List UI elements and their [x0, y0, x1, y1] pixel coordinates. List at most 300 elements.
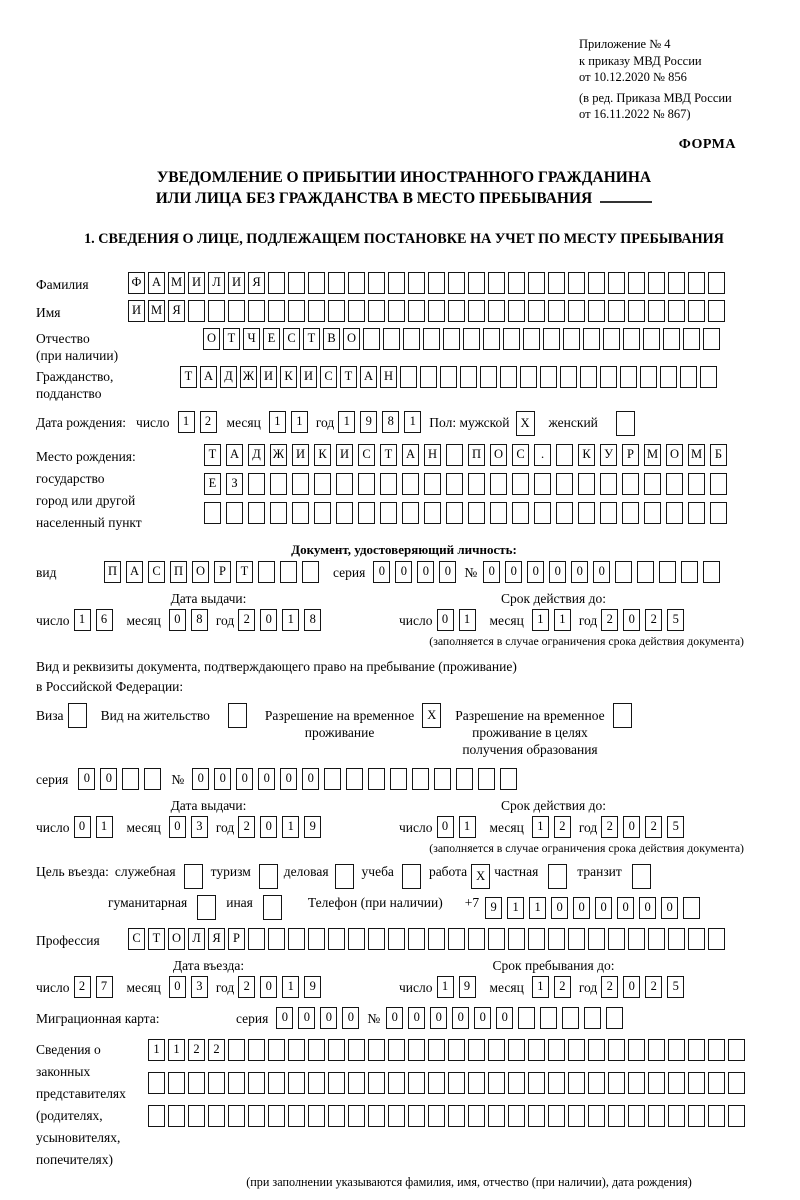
char-cell[interactable]	[248, 928, 265, 950]
char-cell[interactable]: 1	[459, 816, 476, 838]
char-cell[interactable]	[488, 300, 505, 322]
char-cell[interactable]	[380, 502, 397, 524]
char-cell[interactable]: 2	[601, 976, 618, 998]
char-cell[interactable]	[556, 444, 573, 466]
char-cell[interactable]	[328, 300, 345, 322]
char-cell[interactable]: 0	[78, 768, 95, 790]
char-cell[interactable]: 0	[74, 816, 91, 838]
char-cell[interactable]: 2	[645, 816, 662, 838]
char-cell[interactable]	[562, 1007, 579, 1029]
char-cell[interactable]: О	[490, 444, 507, 466]
char-cell[interactable]: Т	[236, 561, 253, 583]
char-cell[interactable]: К	[578, 444, 595, 466]
char-cell[interactable]: 0	[260, 816, 277, 838]
char-cell[interactable]	[500, 366, 517, 388]
char-cell[interactable]	[280, 561, 297, 583]
char-cell[interactable]	[648, 1072, 665, 1094]
char-cell[interactable]: 9	[459, 976, 476, 998]
char-cell[interactable]: 0	[483, 561, 500, 583]
char-cell[interactable]	[528, 272, 545, 294]
char-cell[interactable]: 0	[258, 768, 275, 790]
char-cell[interactable]	[620, 366, 637, 388]
char-cell[interactable]	[615, 561, 632, 583]
char-cell[interactable]: П	[104, 561, 121, 583]
char-cell[interactable]	[324, 768, 341, 790]
char-cell[interactable]	[578, 473, 595, 495]
char-cell[interactable]	[412, 768, 429, 790]
char-cell[interactable]: 2	[188, 1039, 205, 1061]
char-cell[interactable]	[490, 502, 507, 524]
char-cell[interactable]: 3	[191, 816, 208, 838]
char-cell[interactable]	[468, 1039, 485, 1061]
char-cell[interactable]: 0	[661, 897, 678, 919]
char-cell[interactable]	[208, 300, 225, 322]
char-cell[interactable]	[568, 1105, 585, 1127]
char-cell[interactable]	[288, 1072, 305, 1094]
char-cell[interactable]: 1	[148, 1039, 165, 1061]
char-cell[interactable]: Л	[208, 272, 225, 294]
char-cell[interactable]	[688, 502, 705, 524]
char-cell[interactable]: П	[468, 444, 485, 466]
char-cell[interactable]	[308, 1072, 325, 1094]
purpose-business-checkbox[interactable]	[335, 864, 354, 889]
char-cell[interactable]: 1	[459, 609, 476, 631]
char-cell[interactable]	[728, 1072, 745, 1094]
char-cell[interactable]	[588, 1105, 605, 1127]
char-cell[interactable]	[288, 1105, 305, 1127]
char-cell[interactable]: 1	[168, 1039, 185, 1061]
char-cell[interactable]	[148, 1105, 165, 1127]
char-cell[interactable]: .	[534, 444, 551, 466]
char-cell[interactable]: А	[360, 366, 377, 388]
char-cell[interactable]: Н	[424, 444, 441, 466]
char-cell[interactable]	[508, 928, 525, 950]
char-cell[interactable]	[204, 502, 221, 524]
char-cell[interactable]	[368, 1105, 385, 1127]
purpose-tourism-checkbox[interactable]	[259, 864, 278, 889]
char-cell[interactable]: А	[148, 272, 165, 294]
char-cell[interactable]	[368, 1039, 385, 1061]
char-cell[interactable]: Ч	[243, 328, 260, 350]
char-cell[interactable]: И	[228, 272, 245, 294]
char-cell[interactable]: 2	[208, 1039, 225, 1061]
char-cell[interactable]	[703, 328, 720, 350]
char-cell[interactable]	[708, 1072, 725, 1094]
char-cell[interactable]: 0	[280, 768, 297, 790]
char-cell[interactable]	[628, 928, 645, 950]
char-cell[interactable]: 0	[298, 1007, 315, 1029]
char-cell[interactable]	[568, 928, 585, 950]
char-cell[interactable]	[600, 502, 617, 524]
char-cell[interactable]	[408, 928, 425, 950]
char-cell[interactable]	[348, 300, 365, 322]
char-cell[interactable]	[644, 502, 661, 524]
char-cell[interactable]: 0	[573, 897, 590, 919]
char-cell[interactable]: 2	[645, 976, 662, 998]
char-cell[interactable]	[448, 1072, 465, 1094]
char-cell[interactable]	[488, 1072, 505, 1094]
char-cell[interactable]	[368, 768, 385, 790]
char-cell[interactable]	[348, 272, 365, 294]
char-cell[interactable]	[308, 1105, 325, 1127]
char-cell[interactable]: 2	[238, 816, 255, 838]
char-cell[interactable]: И	[188, 272, 205, 294]
char-cell[interactable]	[659, 561, 676, 583]
char-cell[interactable]	[648, 300, 665, 322]
char-cell[interactable]	[388, 928, 405, 950]
char-cell[interactable]	[568, 272, 585, 294]
char-cell[interactable]	[468, 928, 485, 950]
char-cell[interactable]	[548, 1039, 565, 1061]
char-cell[interactable]	[556, 473, 573, 495]
char-cell[interactable]	[328, 1105, 345, 1127]
char-cell[interactable]	[308, 272, 325, 294]
char-cell[interactable]	[540, 1007, 557, 1029]
char-cell[interactable]	[666, 502, 683, 524]
char-cell[interactable]	[648, 272, 665, 294]
char-cell[interactable]: И	[260, 366, 277, 388]
char-cell[interactable]: 0	[192, 768, 209, 790]
char-cell[interactable]	[363, 328, 380, 350]
char-cell[interactable]: С	[128, 928, 145, 950]
char-cell[interactable]: 1	[338, 411, 355, 433]
char-cell[interactable]: 0	[236, 768, 253, 790]
char-cell[interactable]	[508, 272, 525, 294]
char-cell[interactable]	[308, 1039, 325, 1061]
sex-female-checkbox[interactable]	[616, 411, 635, 436]
char-cell[interactable]: Б	[710, 444, 727, 466]
char-cell[interactable]	[314, 502, 331, 524]
char-cell[interactable]	[668, 272, 685, 294]
char-cell[interactable]	[400, 366, 417, 388]
char-cell[interactable]	[456, 768, 473, 790]
char-cell[interactable]	[622, 473, 639, 495]
char-cell[interactable]: 0	[623, 976, 640, 998]
char-cell[interactable]: Т	[380, 444, 397, 466]
char-cell[interactable]: 0	[496, 1007, 513, 1029]
char-cell[interactable]: 0	[439, 561, 456, 583]
char-cell[interactable]	[380, 473, 397, 495]
char-cell[interactable]	[608, 1072, 625, 1094]
temp-residence-education-checkbox[interactable]	[613, 703, 632, 728]
char-cell[interactable]	[608, 300, 625, 322]
char-cell[interactable]	[348, 1039, 365, 1061]
char-cell[interactable]	[428, 300, 445, 322]
char-cell[interactable]	[508, 1105, 525, 1127]
char-cell[interactable]	[188, 1072, 205, 1094]
char-cell[interactable]: 0	[623, 816, 640, 838]
char-cell[interactable]: 2	[601, 816, 618, 838]
char-cell[interactable]: 0	[373, 561, 390, 583]
char-cell[interactable]: А	[126, 561, 143, 583]
char-cell[interactable]: И	[300, 366, 317, 388]
char-cell[interactable]	[588, 272, 605, 294]
char-cell[interactable]: 0	[320, 1007, 337, 1029]
char-cell[interactable]	[468, 272, 485, 294]
char-cell[interactable]	[643, 328, 660, 350]
char-cell[interactable]: 1	[532, 609, 549, 631]
char-cell[interactable]	[637, 561, 654, 583]
char-cell[interactable]: Ж	[270, 444, 287, 466]
char-cell[interactable]	[666, 473, 683, 495]
char-cell[interactable]: 0	[100, 768, 117, 790]
char-cell[interactable]	[408, 1105, 425, 1127]
char-cell[interactable]	[640, 366, 657, 388]
char-cell[interactable]	[402, 473, 419, 495]
char-cell[interactable]: 1	[507, 897, 524, 919]
char-cell[interactable]	[603, 328, 620, 350]
char-cell[interactable]: И	[336, 444, 353, 466]
char-cell[interactable]: 0	[395, 561, 412, 583]
char-cell[interactable]	[328, 1039, 345, 1061]
char-cell[interactable]: П	[170, 561, 187, 583]
char-cell[interactable]	[688, 1072, 705, 1094]
char-cell[interactable]: Р	[214, 561, 231, 583]
char-cell[interactable]	[548, 272, 565, 294]
char-cell[interactable]	[483, 328, 500, 350]
char-cell[interactable]: 0	[169, 976, 186, 998]
char-cell[interactable]	[288, 928, 305, 950]
purpose-business-official-checkbox[interactable]	[184, 864, 203, 889]
char-cell[interactable]	[478, 768, 495, 790]
char-cell[interactable]	[500, 768, 517, 790]
char-cell[interactable]	[683, 328, 700, 350]
char-cell[interactable]: 8	[382, 411, 399, 433]
char-cell[interactable]: 0	[260, 609, 277, 631]
char-cell[interactable]	[683, 897, 700, 919]
char-cell[interactable]	[708, 272, 725, 294]
char-cell[interactable]: 7	[96, 976, 113, 998]
char-cell[interactable]	[710, 473, 727, 495]
char-cell[interactable]: Т	[303, 328, 320, 350]
char-cell[interactable]	[608, 272, 625, 294]
char-cell[interactable]: А	[226, 444, 243, 466]
char-cell[interactable]: Ж	[240, 366, 257, 388]
char-cell[interactable]: 1	[404, 411, 421, 433]
char-cell[interactable]	[468, 1072, 485, 1094]
char-cell[interactable]: 0	[430, 1007, 447, 1029]
char-cell[interactable]	[623, 328, 640, 350]
char-cell[interactable]	[588, 300, 605, 322]
char-cell[interactable]	[302, 561, 319, 583]
char-cell[interactable]: О	[343, 328, 360, 350]
char-cell[interactable]	[628, 1072, 645, 1094]
char-cell[interactable]	[408, 272, 425, 294]
char-cell[interactable]	[388, 1039, 405, 1061]
char-cell[interactable]	[408, 300, 425, 322]
char-cell[interactable]	[268, 1039, 285, 1061]
purpose-humanitarian-checkbox[interactable]	[197, 895, 216, 920]
char-cell[interactable]	[528, 928, 545, 950]
char-cell[interactable]	[328, 272, 345, 294]
char-cell[interactable]	[463, 328, 480, 350]
char-cell[interactable]: 1	[178, 411, 195, 433]
char-cell[interactable]: С	[320, 366, 337, 388]
char-cell[interactable]	[408, 1039, 425, 1061]
char-cell[interactable]: 8	[191, 609, 208, 631]
char-cell[interactable]: 1	[282, 816, 299, 838]
char-cell[interactable]: 1	[282, 609, 299, 631]
char-cell[interactable]: Т	[180, 366, 197, 388]
char-cell[interactable]	[548, 1072, 565, 1094]
char-cell[interactable]	[144, 768, 161, 790]
char-cell[interactable]	[512, 473, 529, 495]
char-cell[interactable]: Н	[380, 366, 397, 388]
char-cell[interactable]: К	[280, 366, 297, 388]
char-cell[interactable]: 0	[437, 609, 454, 631]
char-cell[interactable]: О	[666, 444, 683, 466]
char-cell[interactable]	[534, 473, 551, 495]
char-cell[interactable]: 0	[386, 1007, 403, 1029]
char-cell[interactable]: Ф	[128, 272, 145, 294]
char-cell[interactable]	[688, 300, 705, 322]
char-cell[interactable]	[508, 1039, 525, 1061]
char-cell[interactable]: 0	[437, 816, 454, 838]
char-cell[interactable]	[388, 1072, 405, 1094]
char-cell[interactable]	[518, 1007, 535, 1029]
char-cell[interactable]	[688, 1105, 705, 1127]
char-cell[interactable]	[600, 473, 617, 495]
char-cell[interactable]	[512, 502, 529, 524]
char-cell[interactable]: 1	[529, 897, 546, 919]
char-cell[interactable]	[668, 1039, 685, 1061]
char-cell[interactable]: 5	[667, 816, 684, 838]
char-cell[interactable]	[446, 502, 463, 524]
char-cell[interactable]	[258, 561, 275, 583]
char-cell[interactable]	[568, 300, 585, 322]
char-cell[interactable]: 0	[527, 561, 544, 583]
char-cell[interactable]: 0	[276, 1007, 293, 1029]
char-cell[interactable]	[622, 502, 639, 524]
char-cell[interactable]	[708, 1039, 725, 1061]
purpose-work-checkbox[interactable]: X	[471, 864, 490, 889]
char-cell[interactable]	[440, 366, 457, 388]
char-cell[interactable]: Р	[622, 444, 639, 466]
char-cell[interactable]: 5	[667, 976, 684, 998]
char-cell[interactable]: 1	[269, 411, 286, 433]
char-cell[interactable]	[534, 502, 551, 524]
char-cell[interactable]	[708, 300, 725, 322]
char-cell[interactable]: 8	[304, 609, 321, 631]
char-cell[interactable]	[528, 1039, 545, 1061]
char-cell[interactable]: К	[314, 444, 331, 466]
char-cell[interactable]	[668, 928, 685, 950]
char-cell[interactable]: 0	[639, 897, 656, 919]
char-cell[interactable]	[268, 272, 285, 294]
char-cell[interactable]	[428, 1105, 445, 1127]
char-cell[interactable]	[488, 1105, 505, 1127]
char-cell[interactable]	[580, 366, 597, 388]
char-cell[interactable]	[606, 1007, 623, 1029]
char-cell[interactable]: 9	[304, 976, 321, 998]
char-cell[interactable]	[528, 1105, 545, 1127]
char-cell[interactable]	[480, 366, 497, 388]
char-cell[interactable]	[560, 366, 577, 388]
char-cell[interactable]	[388, 1105, 405, 1127]
char-cell[interactable]: М	[168, 272, 185, 294]
char-cell[interactable]	[446, 473, 463, 495]
char-cell[interactable]	[708, 928, 725, 950]
char-cell[interactable]	[402, 502, 419, 524]
char-cell[interactable]: 1	[532, 976, 549, 998]
char-cell[interactable]	[648, 1039, 665, 1061]
char-cell[interactable]	[270, 473, 287, 495]
char-cell[interactable]: 0	[342, 1007, 359, 1029]
char-cell[interactable]: 2	[645, 609, 662, 631]
char-cell[interactable]: 9	[360, 411, 377, 433]
char-cell[interactable]	[188, 1105, 205, 1127]
char-cell[interactable]	[468, 300, 485, 322]
char-cell[interactable]	[568, 1072, 585, 1094]
char-cell[interactable]: Т	[204, 444, 221, 466]
char-cell[interactable]	[420, 366, 437, 388]
char-cell[interactable]	[628, 300, 645, 322]
char-cell[interactable]	[520, 366, 537, 388]
char-cell[interactable]: 1	[437, 976, 454, 998]
char-cell[interactable]	[424, 502, 441, 524]
char-cell[interactable]	[648, 928, 665, 950]
char-cell[interactable]	[668, 300, 685, 322]
char-cell[interactable]	[122, 768, 139, 790]
char-cell[interactable]	[540, 366, 557, 388]
char-cell[interactable]	[548, 1105, 565, 1127]
char-cell[interactable]	[328, 1072, 345, 1094]
char-cell[interactable]: 2	[601, 609, 618, 631]
char-cell[interactable]: 0	[169, 609, 186, 631]
char-cell[interactable]: Т	[340, 366, 357, 388]
char-cell[interactable]	[292, 473, 309, 495]
char-cell[interactable]	[368, 272, 385, 294]
char-cell[interactable]: 0	[505, 561, 522, 583]
char-cell[interactable]: 0	[593, 561, 610, 583]
char-cell[interactable]	[248, 300, 265, 322]
purpose-study-checkbox[interactable]	[402, 864, 421, 889]
char-cell[interactable]: И	[128, 300, 145, 322]
char-cell[interactable]	[288, 300, 305, 322]
char-cell[interactable]	[448, 300, 465, 322]
char-cell[interactable]	[208, 1105, 225, 1127]
char-cell[interactable]: 1	[74, 609, 91, 631]
char-cell[interactable]: 1	[554, 609, 571, 631]
char-cell[interactable]	[568, 1039, 585, 1061]
char-cell[interactable]	[336, 473, 353, 495]
char-cell[interactable]: 0	[302, 768, 319, 790]
char-cell[interactable]	[708, 1105, 725, 1127]
char-cell[interactable]	[523, 328, 540, 350]
char-cell[interactable]	[556, 502, 573, 524]
purpose-private-checkbox[interactable]	[548, 864, 567, 889]
char-cell[interactable]	[428, 928, 445, 950]
char-cell[interactable]	[688, 272, 705, 294]
char-cell[interactable]	[368, 1072, 385, 1094]
char-cell[interactable]	[208, 1072, 225, 1094]
char-cell[interactable]: О	[168, 928, 185, 950]
char-cell[interactable]: 5	[667, 609, 684, 631]
purpose-other-checkbox[interactable]	[263, 895, 282, 920]
char-cell[interactable]	[490, 473, 507, 495]
char-cell[interactable]	[503, 328, 520, 350]
char-cell[interactable]: 0	[169, 816, 186, 838]
char-cell[interactable]: А	[402, 444, 419, 466]
char-cell[interactable]	[628, 272, 645, 294]
char-cell[interactable]	[660, 366, 677, 388]
char-cell[interactable]	[468, 473, 485, 495]
char-cell[interactable]	[348, 1105, 365, 1127]
char-cell[interactable]: М	[644, 444, 661, 466]
char-cell[interactable]: Д	[248, 444, 265, 466]
char-cell[interactable]	[588, 1039, 605, 1061]
char-cell[interactable]: С	[148, 561, 165, 583]
